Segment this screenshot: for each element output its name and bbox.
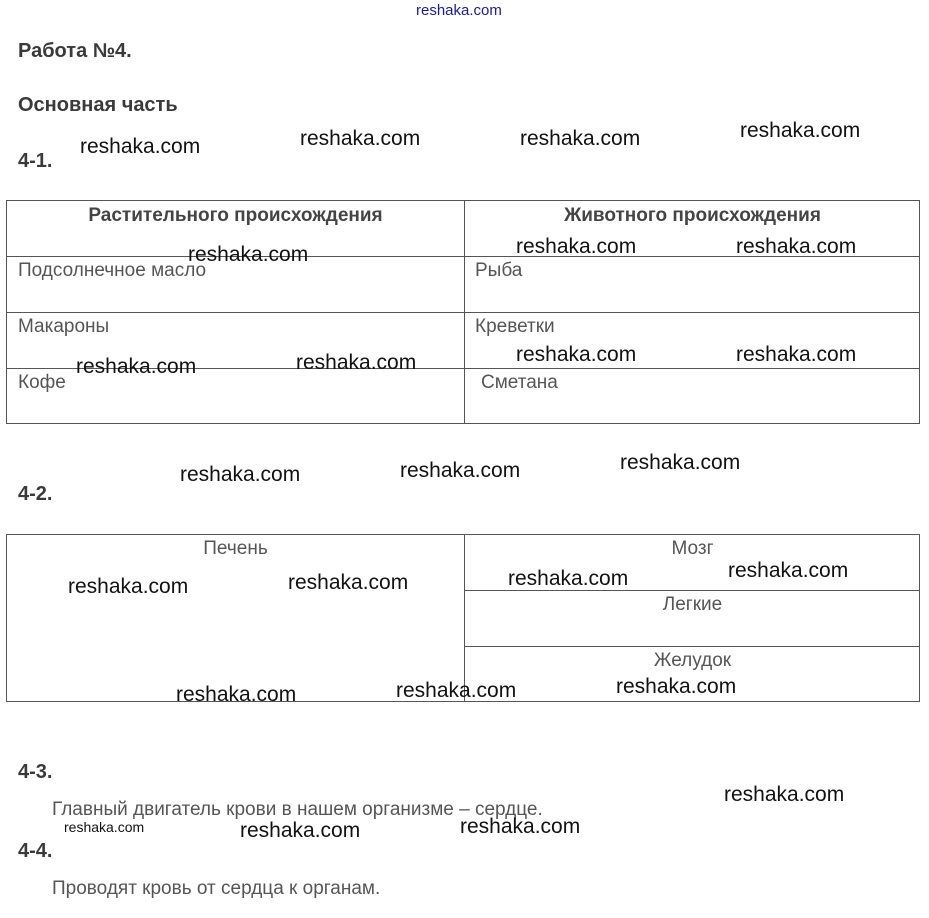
table-cell: Рыба: [475, 260, 523, 281]
task-4-4-label: 4-4.: [18, 840, 53, 862]
watermark: reshaka.com: [740, 119, 861, 142]
answer-4-4: Проводят кровь от сердца к органам.: [52, 878, 381, 899]
table-cell: Легкие: [662, 594, 723, 615]
watermark: reshaka.com: [176, 683, 297, 706]
watermark: reshaka.com: [620, 451, 741, 474]
table-cell: Сметана: [481, 372, 558, 393]
work-title: Работа №4.: [18, 40, 132, 62]
food-origin-table: [6, 200, 920, 424]
task-4-1-label: 4-1.: [18, 150, 53, 172]
watermark: reshaka.com: [64, 819, 145, 835]
section-title: Основная часть: [18, 94, 178, 116]
watermark: reshaka.com: [736, 235, 857, 258]
watermark: reshaka.com: [460, 815, 581, 838]
watermark: reshaka.com: [300, 127, 421, 150]
watermark: reshaka.com: [188, 243, 309, 266]
watermark: reshaka.com: [68, 575, 189, 598]
watermark: reshaka.com: [516, 235, 637, 258]
watermark: reshaka.com: [616, 675, 737, 698]
watermark: reshaka.com: [724, 783, 845, 806]
watermark: reshaka.com: [396, 679, 517, 702]
answer-4-3: Главный двигатель крови в нашем организме – сердце.: [52, 799, 543, 820]
task-4-3-label: 4-3.: [18, 761, 53, 783]
table-cell: Печень: [203, 538, 268, 559]
watermark: reshaka.com: [240, 819, 361, 842]
header-plant: Растительного происхождения: [88, 205, 383, 226]
watermark: reshaka.com: [288, 571, 409, 594]
table-cell: Кофе: [18, 372, 66, 393]
watermark: reshaka.com: [400, 459, 521, 482]
table-cell: Желудок: [653, 650, 732, 671]
watermark: reshaka.com: [728, 559, 849, 582]
watermark: reshaka.com: [516, 343, 637, 366]
watermark: reshaka.com: [416, 2, 502, 19]
task-4-2-label: 4-2.: [18, 483, 53, 505]
table-cell: Мозг: [671, 538, 714, 559]
watermark: reshaka.com: [296, 351, 417, 374]
watermark: reshaka.com: [80, 135, 201, 158]
table-cell: Макароны: [18, 316, 110, 337]
watermark: reshaka.com: [736, 343, 857, 366]
table-cell: Подсолнечное масло: [18, 260, 207, 281]
table-cell: Креветки: [475, 316, 555, 337]
watermark: reshaka.com: [520, 127, 641, 150]
watermark: reshaka.com: [76, 355, 197, 378]
watermark: reshaka.com: [508, 567, 629, 590]
header-animal: Животного происхождения: [564, 205, 821, 226]
watermark: reshaka.com: [180, 463, 301, 486]
